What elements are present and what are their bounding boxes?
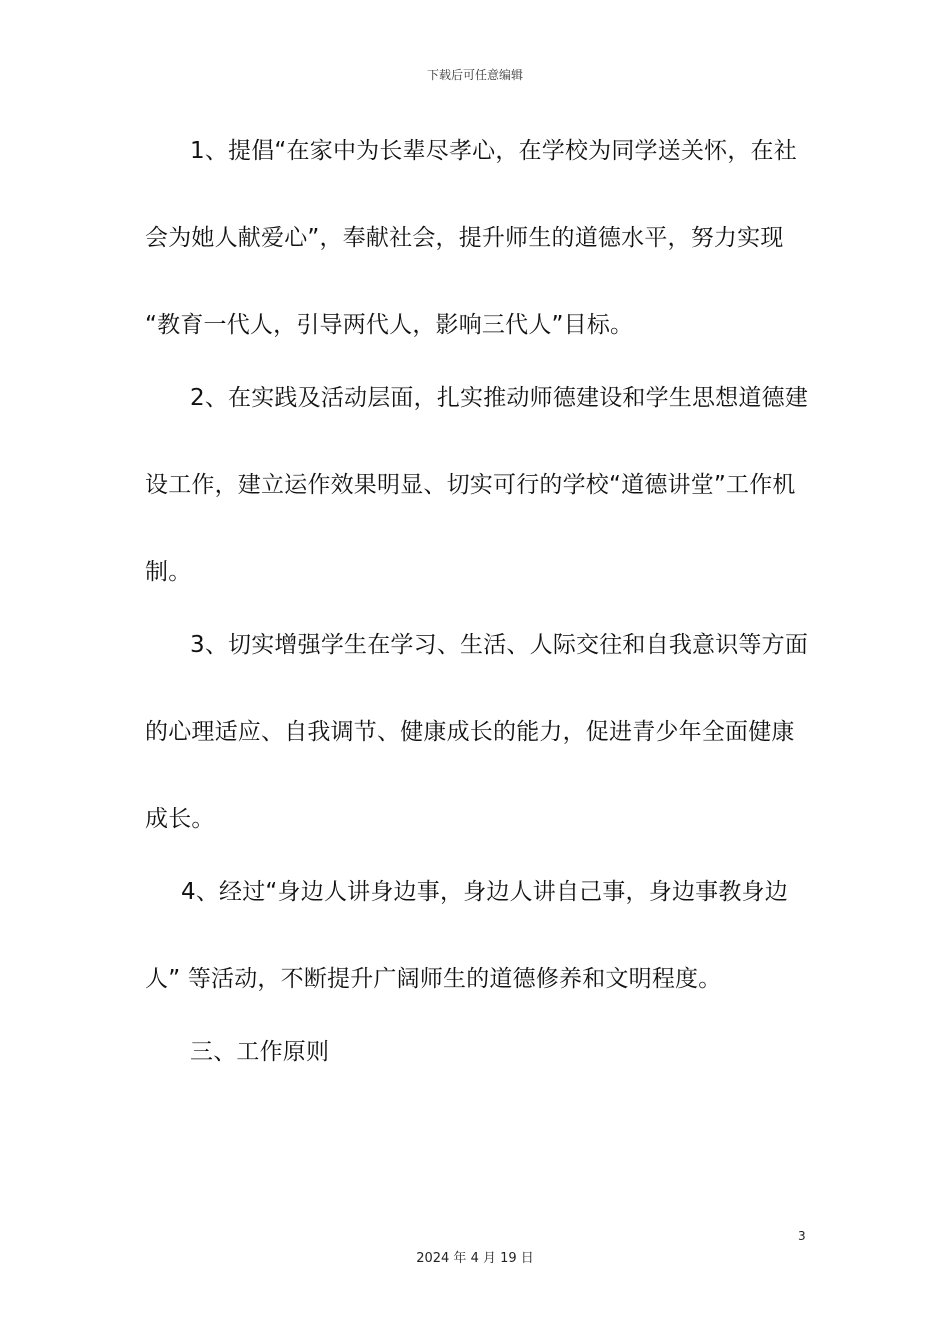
paragraph-3-line-1: 3、切实增强学生在学习、生活、人际交往和自我意识等方面 xyxy=(190,632,809,658)
page-number: 3 xyxy=(798,1229,806,1243)
paragraph-4-line-1: 4、经过“身边人讲身边事，身边人讲自己事，身边事教身边 xyxy=(181,879,788,905)
page-footer-date: 2024 年 4 月 19 日 xyxy=(416,1251,534,1266)
page-header: 下载后可任意编辑 xyxy=(426,68,523,82)
paragraph-3-line-3: 成长。 xyxy=(145,806,215,832)
paragraph-1-line-3: “教育一代人，引导两代人，影响三代人”目标。 xyxy=(145,312,634,338)
paragraph-4-line-2: 人” 等活动，不断提升广阔师生的道德修养和文明程度。 xyxy=(145,966,722,992)
paragraph-2-line-2: 设工作，建立运作效果明显、切实可行的学校“道德讲堂”工作机 xyxy=(145,472,796,498)
section-heading: 三、工作原则 xyxy=(190,1039,330,1065)
paragraph-3-line-2: 的心理适应、自我调节、健康成长的能力，促进青少年全面健康 xyxy=(145,719,795,745)
paragraph-1-line-2: 会为她人献爱心”，奉献社会，提升师生的道德水平，努力实现 xyxy=(145,225,784,251)
paragraph-2-line-3: 制。 xyxy=(145,559,192,585)
paragraph-1-line-1: 1、提倡“在家中为长辈尽孝心，在学校为同学送关怀，在社 xyxy=(190,138,797,164)
paragraph-2-line-1: 2、在实践及活动层面，扎实推动师德建设和学生思想道德建 xyxy=(190,385,809,411)
